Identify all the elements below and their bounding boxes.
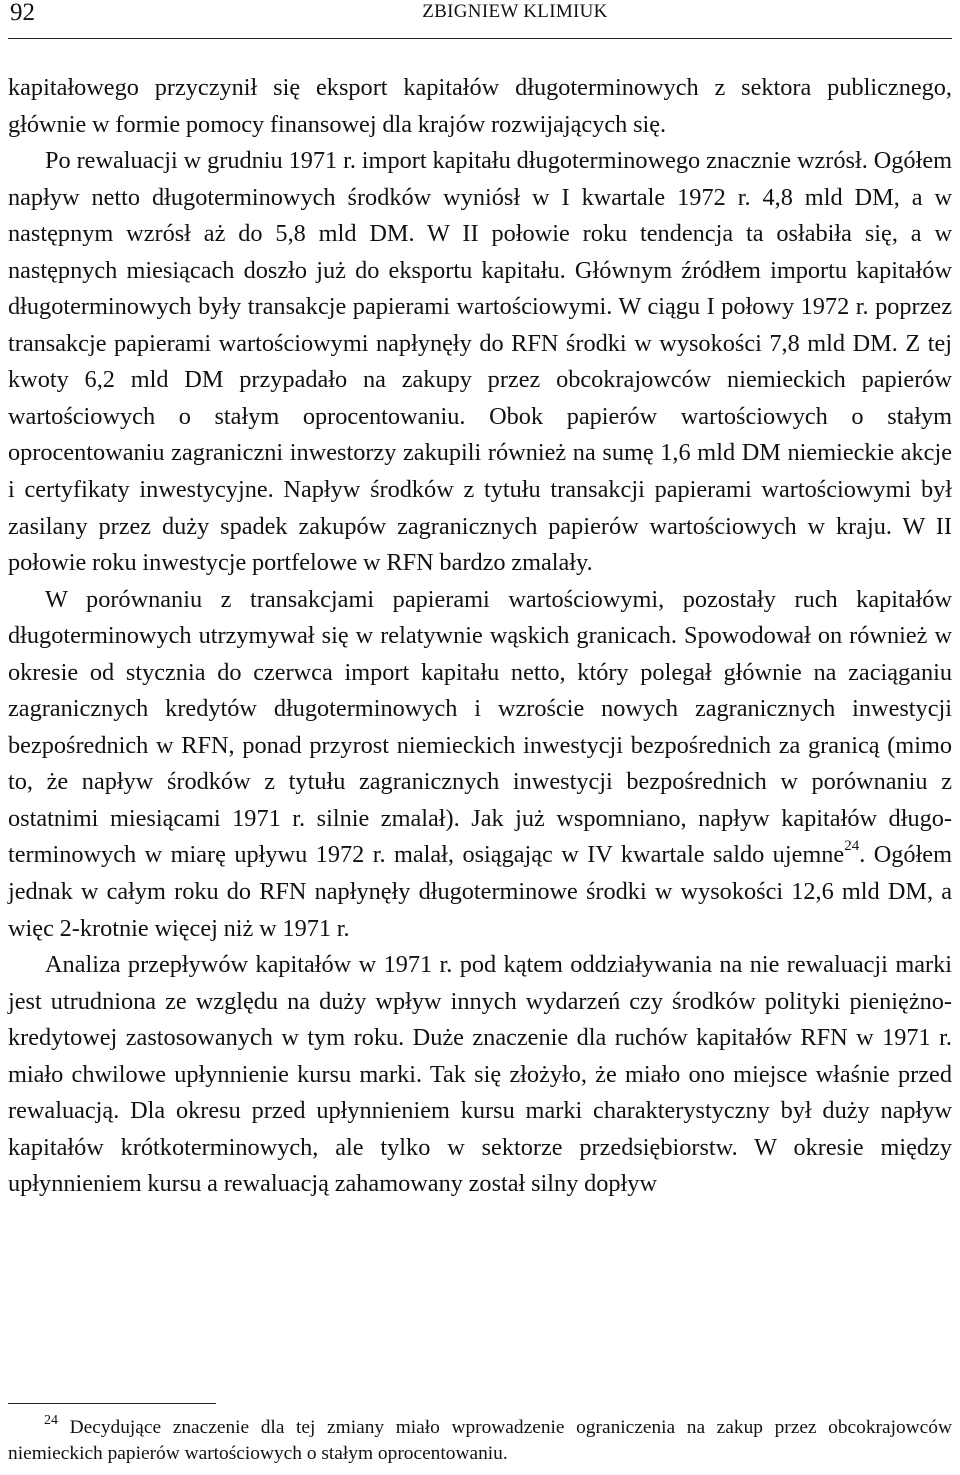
footnote-reference[interactable]: 24 [844, 838, 860, 855]
body-text [8, 70, 952, 1203]
page-header [8, 0, 952, 39]
page-number: 92 [10, 0, 35, 26]
running-head: ZBIGNIEW KLIMIUK [422, 1, 608, 22]
paragraph-3-text: W porównaniu z transakcjami papierami wartościowymi, pozostały ruch kapitałów długoterminowych utrzymywał się w relatywnie wąskich granicach. Spowodował on również w okresie od stycznia do czerwca import kapitału netto, który polegał głównie na zaciąganiu zagranicznych kredytów długoterminowych i wzroście nowych zagranicznych inwestycji bezpośrednich w RFN, ponad przyrost niemieckich inwestycji bezpośrednich za granicą (mimo to, że napływ środków z tytułu zagranicznych inwestycji bezpośrednich w porównaniu z ostatnimi miesiącami 1971 r. silnie zmalał). Jak już wspomniano, napływ kapitałów długoterminowych w miarę upływu 1972 r. malał, osiągając w IV kwartale saldo ujemne [8, 585, 952, 869]
paragraph-1: kapitałowego przyczynił się eksport kapitałów długoterminowych z sektora publicznego, głównie w formie pomocy finansowej dla krajów rozwijających się. [8, 74, 952, 138]
footnote [8, 1412, 952, 1467]
page [8, 0, 952, 1464]
paragraph-3-continuation: . Ogółem jednak w całym roku do RFN napłynęły długoterminowe środki w wysokości 12,6 mld DM, a więc 2-krotnie więcej niż w 1971 r. [8, 841, 952, 942]
footnote-number: 24 [44, 1412, 58, 1428]
footnote-text: Decydujące znaczenie dla tej zmiany miało wprowadzenie ograniczenia na zakup przez obcokrajowców niemieckich papierów wartościowych o stałym oprocentowaniu. [8, 1417, 952, 1464]
paragraph-4: Analiza przepływów kapitałów w 1971 r. pod kątem oddziaływania na nie rewaluacji marki jest utrudniona ze względu na duży wpływ innych wydarzeń czy środków polityki pieniężno-kredytowej zastosowanych w tym roku. Duże znaczenie dla ruchów kapitałów RFN w 1971 r. miało chwilowe upłynnienie kursu marki. Tak się złożyło, że miało ono miejsce właśnie przed rewaluacją. Dla okresu przed upłynnieniem kursu marki charakterystyczny był duży napływ kapitałów krótkoterminowych, ale tylko w sektorze przedsiębiorstw. W okresie między upłynnieniem kursu a rewaluacją zahamowany został silny dopływ [8, 951, 952, 1198]
footnote-divider [8, 1403, 216, 1404]
paragraph-2: Po rewaluacji w grudniu 1971 r. import kapitału długoterminowego znacznie wzrósł. Ogółem napływ netto długoterminowych środków wyniósł w I kwartale 1972 r. 4,8 mld DM, a w następnym wzrósł aż do 5,8 mld DM. W II połowie roku tendencja ta osłabiła się, a w następnych miesiącach doszło już do eksportu kapitału. Głównym źródłem importu kapitałów długoterminowych były transakcje papierami wartościowymi. W ciągu I połowy 1972 r. poprzez transakcje papierami wartościowymi napłynęły do RFN środki w wysokości 7,8 mld DM. Z tej kwoty 6,2 mld DM przypadało na zakupy przez obcokrajowców niemieckich papierów wartościowych o stałym oprocentowaniu. Obok papierów wartościowych o stałym oprocentowaniu zagraniczni inwestorzy zakupili również na sumę 1,6 mld DM niemieckie akcje i certyfikaty inwestycyjne. Napływ środków z tytułu transakcji papierami wartościowymi był zasilany przez duży spadek zakupów zagranicznych papierów wartościowych w kraju. W II połowie roku inwestycje portfelowe w RFN bardzo zmalały. [8, 147, 952, 577]
paragraph-3 [8, 582, 952, 947]
